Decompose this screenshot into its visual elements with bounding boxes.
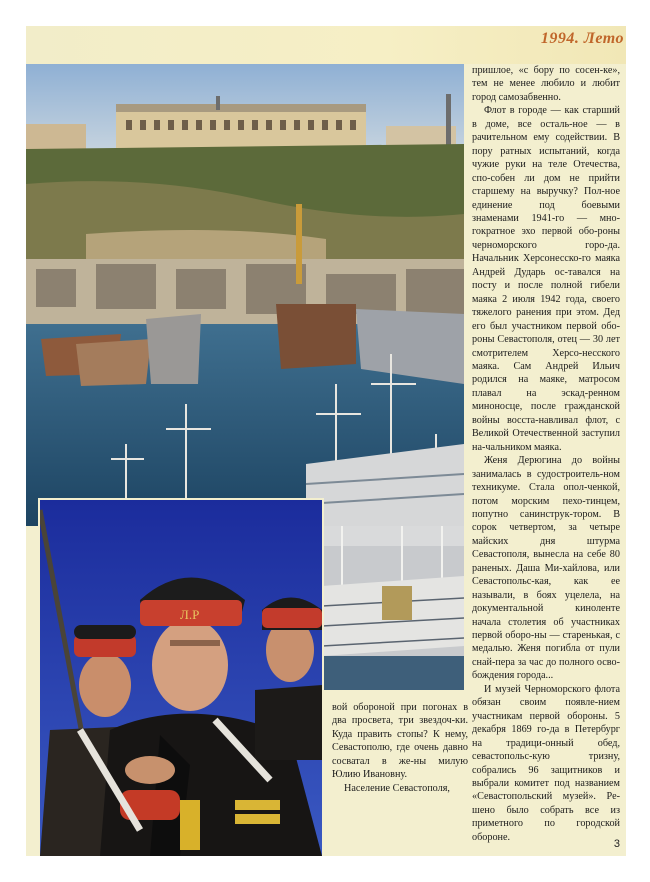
issue-label: 1994. Лето (540, 30, 624, 47)
cap-badge: Л.Р (180, 607, 200, 622)
paragraph: Флот в городе — как старший в доме, все осталь-ное — в рачительном ему содействии. В пору ратных испытаний, когда чужие руки на теле Отечества, спо-собен ли дом не прийти старшему на выручку? Пол-ное единение под боевыми знаменами 1941-го — мно-гократное эхо первой обо-роны черноморского горо-да. Начальник Херсонесско-го маяка Андрей Дударь ос-тавался на посту и после полной гибели маяка 2 июля 1942 года, своего тяжелого ранения при этом. Дед его был участником первой обо-роны Севастополя, отец — 30 лет смотрителем Херсо-несского маяка. Сам Андрей Ильич родился на маяке, матросом плавал на эскад-ренном миноносце, после гражданской войны восста-навливал флот, с Великой Отечественной заступил на-чальником маяка. (472, 105, 620, 453)
cadets-photo (38, 498, 324, 856)
paragraph: И музей Черноморского флота обязан своим появле-нием участникам первой обороны. 5 декабря 1869 го-да в Петербург на традици-онный обед, севастопольс-кую тризну, собрались 96 защитников и выбрали комитет под названием «Севастопольский музей». Ре-шено было собрать все из приметного по городской обороне. (472, 683, 620, 843)
paragraph: Женя Дерюгина до войны занималась в судостроитель-ном техникуме. Стала опол-ченкой, потом морским пехо-тинцем, попутно санинструк-тором. В сорок четвертом, за четыре майских дня штурма Севастополя, вынесла на себе 80 раненых. Даша Ми-хайлова, или Севастопольс-кая, как ее называли, в боях уцелела, на документальной киноленте начала столетия об участниках первой оборо-ны — старенькая, с медалью. Женя погибла от пули снай-пера за час до полного осво-бождения города... (472, 455, 620, 682)
middle-text-column (332, 701, 468, 795)
paragraph: пришлое, «с бору по сосен-ке», тем не менее любило и любит город самозабвенно. (472, 65, 620, 103)
magazine-page (26, 26, 626, 856)
page-number: 3 (613, 838, 620, 850)
ships-photo (322, 526, 464, 690)
paragraph: Население Севастополя, (344, 782, 450, 794)
right-text-column (472, 64, 620, 844)
harbor-photo (26, 64, 464, 526)
paragraph: вой обороной при погонах в два просвета, три звездоч-ки. Куда править стопы? К нему, Севастополю, где очень давно сосватал в же-ны милую Юлию Ивановну. (332, 702, 468, 781)
header-band (26, 26, 626, 64)
